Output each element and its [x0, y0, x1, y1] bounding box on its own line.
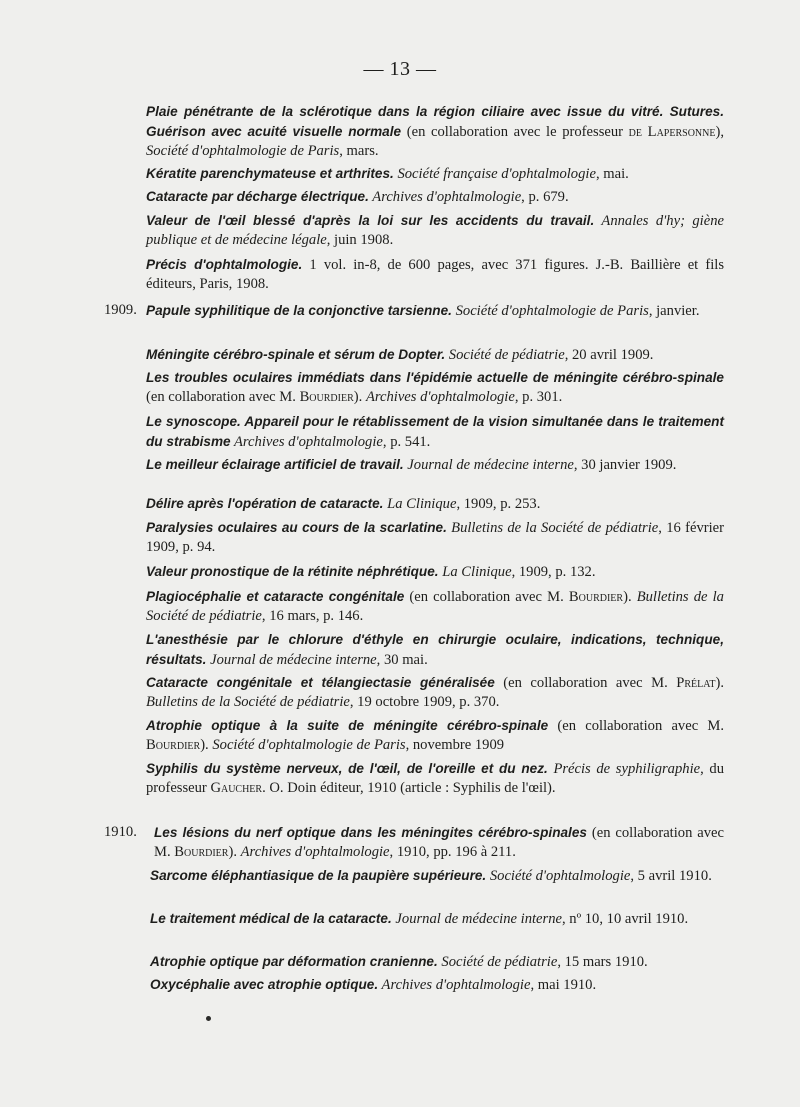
- entry-text: , novembre 1909: [405, 737, 505, 753]
- bibliography-entry: [150, 866, 724, 886]
- author-name: Bourdier: [146, 737, 201, 753]
- author-name: Prélat: [676, 675, 716, 691]
- entry-text: , 15 mars 1910.: [557, 954, 648, 970]
- entry-text: , janvier.: [648, 303, 700, 319]
- entry-text: , 1909, p. 253.: [456, 496, 541, 512]
- entry-text: (en collaboration avec M.: [548, 718, 724, 734]
- entry-text: (en collaboration avec M.: [404, 589, 569, 605]
- bibliography-entry: [154, 823, 724, 862]
- bibliography-entry: [146, 164, 724, 184]
- entry-text: ).: [715, 675, 724, 691]
- publication-name: Société d'ophtalmologie de Paris: [146, 143, 340, 159]
- publication-name: Archives d'ophtalmologie: [230, 434, 383, 450]
- entry-title: Le meilleur éclairage artificiel de travail.: [146, 457, 404, 472]
- entry-title: Méningite cérébro-spinale et sérum de Dopter.: [146, 347, 446, 362]
- publication-name: Journal de médecine interne: [206, 652, 377, 668]
- bibliography-entry: [146, 187, 724, 207]
- author-name: Bourdier: [174, 844, 229, 860]
- bibliography-entry: [146, 211, 724, 250]
- bibliography-entry: [146, 587, 724, 626]
- entry-title: Paralysies oculaires au cours de la scarlatine.: [146, 520, 447, 535]
- publication-name: Journal de médecine interne: [403, 457, 574, 473]
- entry-text: , mars.: [339, 143, 379, 159]
- entry-title: Sarcome éléphantiasique de la paupière supérieure.: [150, 868, 487, 883]
- page-number: — 13 —: [363, 58, 437, 80]
- bibliography-entry: [146, 255, 724, 294]
- entry-text: , 16 février 1909, p. 94.: [146, 520, 724, 555]
- entry-title: Précis d'ophtalmologie.: [146, 257, 303, 272]
- entry-text: , 1910, pp. 196 à 211.: [389, 844, 516, 860]
- author-name: Bourdier: [299, 389, 354, 405]
- publication-name: La Clinique: [438, 564, 512, 580]
- bibliography-entry: [146, 759, 724, 798]
- entry-title: Les troubles oculaires immédiats dans l'épidémie actuelle de méningite cérébro-spinale: [146, 370, 724, 385]
- author-name: de Lapersonne: [628, 124, 716, 140]
- entry-text: (en collaboration avec M.: [494, 675, 677, 691]
- publication-name: Société d'ophtalmologie de Paris: [451, 303, 649, 319]
- entry-text: , p. 541.: [382, 434, 431, 450]
- entry-title: Syphilis du système nerveux, de l'œil, de l'oreille et du nez.: [146, 761, 548, 776]
- publication-name: Société de pédiatrie: [445, 347, 565, 363]
- entry-text: , 1909, p. 132.: [511, 564, 596, 580]
- entry-text: , 30 mai.: [376, 652, 428, 668]
- entry-text: (en collaboration avec M.: [154, 825, 724, 860]
- bibliography-entry: [146, 102, 724, 161]
- entry-title: Atrophie optique par déformation cranienne.: [150, 954, 438, 969]
- entry-title: Le traitement médical de la cataracte.: [150, 911, 392, 926]
- entry-title: Cataracte congénitale et télangiectasie généralisée: [146, 675, 495, 690]
- entry-text: ).: [353, 389, 366, 405]
- bibliography-entry: [146, 301, 724, 321]
- bibliography-entry: [146, 630, 724, 670]
- entry-text: , mai 1910.: [530, 977, 597, 993]
- author-name: Gaucher: [210, 780, 263, 796]
- entry-text: ).: [623, 589, 637, 605]
- entry-text: , p. 301.: [514, 389, 563, 405]
- publication-name: Annales d'hy; giène publique et de médecine légale: [146, 213, 724, 248]
- entry-text: , 19 octobre 1909, p. 370.: [349, 694, 500, 710]
- entry-text: , juin 1908.: [326, 232, 394, 248]
- entry-text: . O. Doin éditeur, 1910 (article : Syphilis de l'œil).: [262, 780, 556, 796]
- entry-text: , 5 avril 1910.: [630, 868, 712, 884]
- entry-title: Oxycéphalie avec atrophie optique.: [150, 977, 379, 992]
- bibliography-entry: [146, 673, 724, 712]
- entry-text: , mai.: [595, 166, 629, 182]
- bibliography-entry: [146, 455, 724, 475]
- entry-text: ),: [715, 124, 724, 140]
- publication-name: Journal de médecine interne: [391, 911, 562, 927]
- publication-name: Société d'ophtalmologie: [486, 868, 631, 884]
- entry-title: L'anesthésie par le chlorure d'éthyle en chirurgie oculaire, indications, technique, résultats.: [146, 632, 724, 667]
- entry-title: Délire après l'opération de cataracte.: [146, 496, 384, 511]
- publication-name: Société de pédiatrie: [437, 954, 558, 970]
- entry-title: Atrophie optique à la suite de méningite cérébro-spinale: [146, 718, 549, 733]
- entry-title: Plaie pénétrante de la sclérotique dans la région ciliaire avec issue du vitré. Sutures. Guérison avec acuité visuelle normale: [146, 104, 724, 139]
- entry-text: , 16 mars, p. 146.: [261, 608, 364, 624]
- entry-title: Papule syphilitique de la conjonctive tarsienne.: [146, 303, 452, 318]
- bibliography-entry: [150, 952, 724, 972]
- entry-title: Les lésions du nerf optique dans les méningites cérébro-spinales: [154, 825, 587, 840]
- entry-text: 1 vol. in-8, de 600 pages, avec 371 figures. J.-B. Baillière et fils éditeurs, Paris, 1908.: [146, 257, 724, 292]
- bibliography-entry: [146, 562, 724, 582]
- entry-title: Valeur de l'œil blessé d'après la loi sur les accidents du travail.: [146, 213, 595, 228]
- bibliography-entry: [146, 412, 724, 452]
- publication-name: Bulletins de la Société de pédiatrie: [146, 589, 724, 624]
- entry-text: (en collaboration avec M.: [146, 389, 300, 405]
- entry-text: , 30 janvier 1909.: [573, 457, 677, 473]
- bibliography-entry: [150, 909, 724, 929]
- bibliography-entry: [146, 494, 724, 514]
- entry-text: , p. 679.: [521, 189, 569, 205]
- entry-title: Cataracte par décharge électrique.: [146, 189, 369, 204]
- publication-name: Société d'ophtalmologie de Paris: [212, 737, 406, 753]
- entry-title: Valeur pronostique de la rétinite néphrétique.: [146, 564, 439, 579]
- entry-title: Le synoscope. Appareil pour le rétablissement de la vision simultanée dans le traitement du strabisme: [146, 414, 724, 449]
- entry-text: ).: [228, 844, 241, 860]
- bibliography-entry: [146, 345, 724, 365]
- entry-text: (en collaboration avec le professeur: [401, 124, 629, 140]
- publication-name: Bulletins de la Société de pédiatrie: [146, 694, 350, 710]
- publication-name: Archives d'ophtalmologie: [368, 189, 522, 205]
- entry-title: Kératite parenchymateuse et arthrites.: [146, 166, 394, 181]
- ink-speck: [206, 1016, 211, 1021]
- entry-text: ).: [200, 737, 213, 753]
- entry-text: , nº 10, 10 avril 1910.: [561, 911, 689, 927]
- year-1910: 1910.: [104, 824, 137, 840]
- entry-title: Plagiocéphalie et cataracte congénitale: [146, 589, 405, 604]
- author-name: Bourdier: [568, 589, 624, 605]
- bibliography-entry: [146, 368, 724, 407]
- bibliography-entry: [150, 975, 724, 995]
- publication-name: Bulletins de la Société de pédiatrie: [446, 520, 659, 536]
- publication-name: Société française d'ophtalmologie: [393, 166, 596, 182]
- entry-text: , du professeur: [146, 761, 724, 796]
- publication-name: Précis de syphiligraphie: [547, 761, 701, 777]
- publication-name: Archives d'ophtalmologie: [378, 977, 531, 993]
- entry-text: , 20 avril 1909.: [564, 347, 654, 363]
- bibliography-entry: [146, 716, 724, 755]
- publication-name: La Clinique: [383, 496, 457, 512]
- year-1909: 1909.: [104, 302, 137, 318]
- publication-name: Archives d'ophtalmologie: [365, 389, 515, 405]
- publication-name: Archives d'ophtalmologie: [240, 844, 390, 860]
- bibliography-entry: [146, 518, 724, 557]
